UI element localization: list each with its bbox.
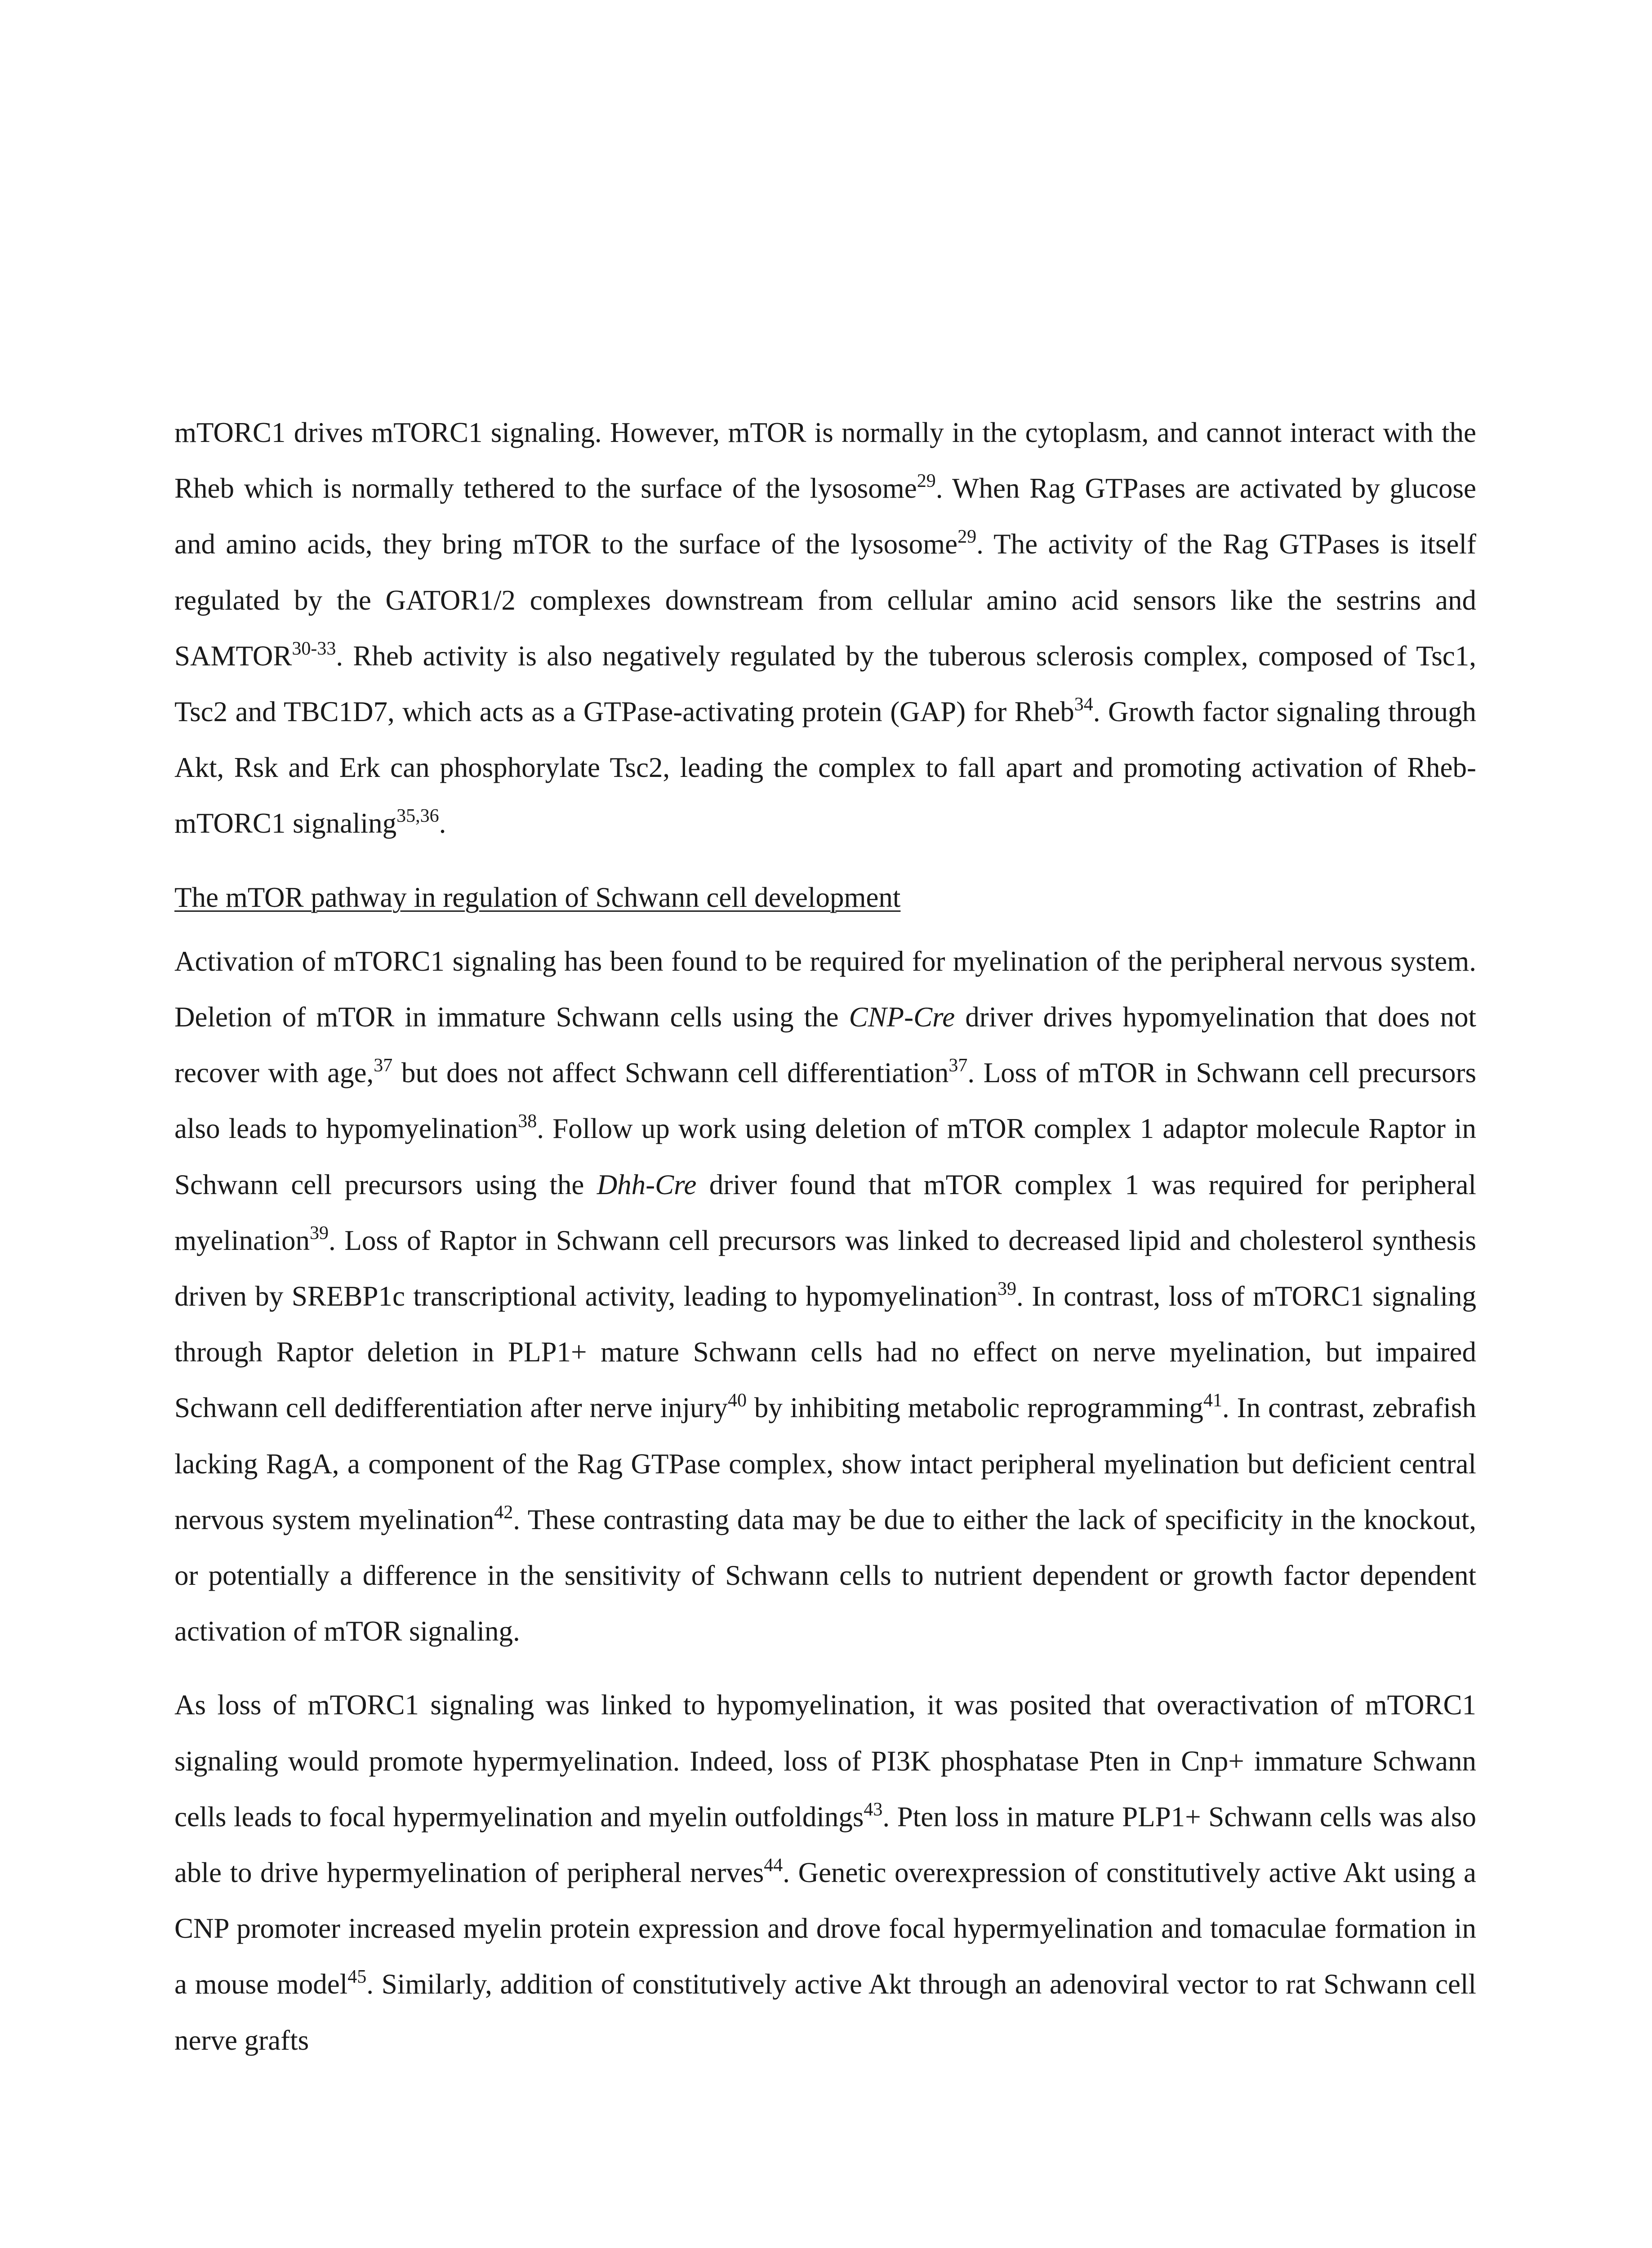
text-segment: by inhibiting metabolic reprogramming [746,1392,1203,1424]
text-segment: . The activity of the Rag GTPases is itself regulated by the GATOR1/2 complexes downstream from cellular amino acid sensors like the sestrins and SAMTOR [174,528,1476,672]
citation-superscript: 39 [309,1222,329,1244]
text-segment: . Genetic overexpression of constitutively active Akt using a CNP promoter increased myelin protein expression and drove focal hypermyelination and tomaculae formation in a mouse model [174,1857,1476,2000]
heading-spacer [174,925,1476,933]
text-segment: driver found that mTOR complex 1 was required for peripheral myelination [174,1169,1476,1256]
citation-superscript: 38 [518,1111,537,1132]
paragraph-spacer [174,1659,1476,1677]
text-segment: . In contrast, loss of mTORC1 signaling through Raptor deletion in PLP1+ mature Schwann cells had no effect on nerve myelination, but impaired Schwann cell dedifferentiation after nerve injury [174,1280,1476,1424]
paragraph-mtorc1-signaling [174,405,1476,852]
citation-superscript: 34 [1074,694,1093,715]
text-segment: . In contrast, zebrafish lacking RagA, a component of the Rag GTPase complex, show intact peripheral myelination but deficient central nervous system myelination [174,1392,1476,1535]
citation-superscript: 29 [957,526,977,548]
citation-superscript: 45 [347,1967,367,1988]
text-segment: As loss of mTORC1 signaling was linked to hypomyelination, it was posited that overactivation of mTORC1 signaling would promote hypermyelination. Indeed, loss of PI3K phosphatase Pten in Cnp+ immature Schwann cells leads to focal hypermyelination and myelin outfoldings [174,1689,1476,1833]
text-segment: Activation of mTORC1 signaling has been found to be required for myelination of the peripheral nervous system. Deletion of mTOR in immature Schwann cells using the [174,945,1476,1033]
italic-gene-name: CNP-Cre [849,1001,955,1033]
citation-superscript: 35,36 [396,806,439,827]
paragraph-spacer [174,852,1476,870]
text-segment: . Similarly, addition of constitutively active Akt through an adenoviral vector to rat Schwann cell nerve grafts [174,1968,1476,2056]
italic-gene-name: Dhh-Cre [597,1169,697,1200]
text-segment: . Loss of mTOR in Schwann cell precursors also leads to hypomyelination [174,1057,1477,1145]
text-segment: . When Rag GTPases are activated by glucose and amino acids, they bring mTOR to the surface of the lysosome [174,473,1476,560]
paragraph-hypermyelination [174,1677,1476,2068]
paragraph-mtor-myelination [174,933,1476,1659]
citation-superscript: 43 [864,1799,883,1820]
citation-superscript: 44 [764,1855,783,1876]
citation-superscript: 37 [374,1055,393,1076]
page-body [174,405,1476,2068]
text-segment: . Pten loss in mature PLP1+ Schwann cells was also able to drive hypermyelination of peripheral nerves [174,1801,1476,1889]
citation-superscript: 40 [727,1390,747,1411]
section-heading: The mTOR pathway in regulation of Schwann cell development [174,881,901,913]
text-segment: driver drives hypomyelination that does not recover with age, [174,1001,1477,1089]
text-segment: . Rheb activity is also negatively regulated by the tuberous sclerosis complex, composed of Tsc1, Tsc2 and TBC1D7, which acts as a GTPase-activating protein (GAP) for Rheb [174,640,1476,728]
citation-superscript: 37 [948,1055,968,1076]
citation-superscript: 30-33 [292,638,336,659]
citation-superscript: 29 [917,471,936,492]
text-segment: but does not affect Schwann cell differentiation [392,1057,949,1089]
text-segment: . Growth factor signaling through Akt, Rsk and Erk can phosphorylate Tsc2, leading the complex to fall apart and promoting activation of Rheb-mTORC1 signaling [174,696,1476,839]
text-segment: . These contrasting data may be due to either the lack of specificity in the knockout, or potentially a difference in the sensitivity of Schwann cells to nutrient dependent or growth factor dependent activation of mTOR signaling. [174,1503,1476,1647]
text-segment: mTORC1 drives mTORC1 signaling. However, mTOR is normally in the cytoplasm, and cannot interact with the Rheb which is normally tethered to the surface of the lysosome [174,417,1476,504]
citation-superscript: 42 [494,1502,513,1523]
citation-superscript: 41 [1203,1390,1222,1411]
citation-superscript: 39 [997,1279,1016,1300]
text-segment: . Follow up work using deletion of mTOR complex 1 adaptor molecule Raptor in Schwann cell precursors using the [174,1113,1477,1200]
text-segment: . [439,807,446,839]
text-segment: . Loss of Raptor in Schwann cell precursors was linked to decreased lipid and cholesterol synthesis driven by SREBP1c transcriptional activity, leading to hypomyelination [174,1224,1476,1312]
